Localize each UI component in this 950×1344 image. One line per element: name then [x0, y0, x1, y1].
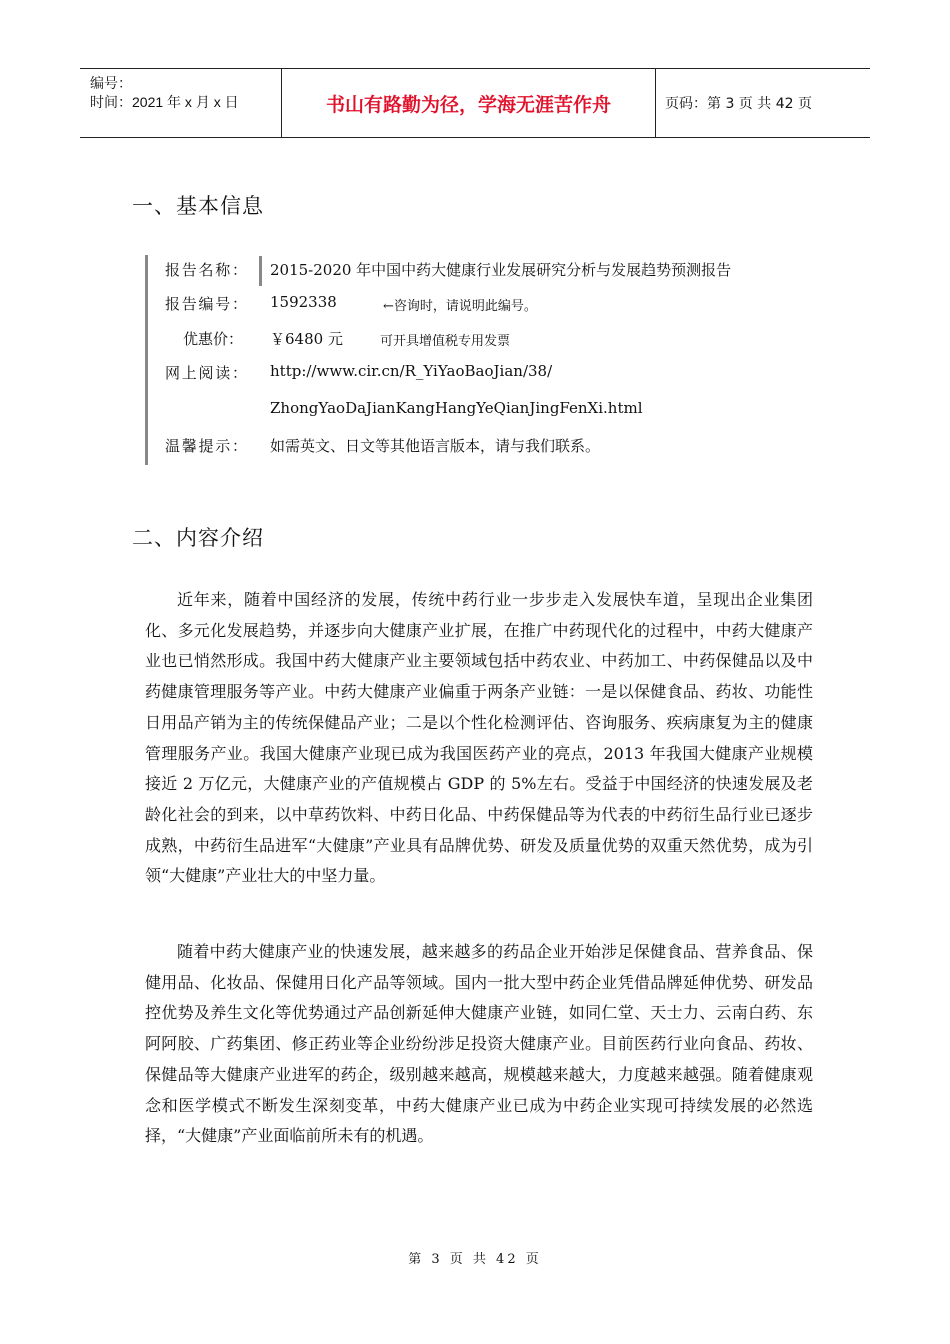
header-slogan: 书山有路勤为径，学海无涯苦作舟 [325, 93, 611, 116]
section-title-basic-info: 一、基本信息 [132, 194, 264, 218]
header-divider [655, 69, 656, 137]
report-name-label: 报告名称： [165, 261, 247, 279]
intro-paragraph-1: 近年来，随着中国经济的发展，传统中药行业一步步走入发展快车道，呈现出企业集团化、多元化发展趋势，并逐步向大健康产业扩展，在推广中药现代化的过程中，中药大健康产业也已悄然形成。我国中药大健康产业主要领域包括中药农业、中药加工、中药保健品以及中药健康管理服务等产业。中药大健康产业偏重于两条产业链：一是以保健食品、药妆、功能性日用品产销为主的传统保健品产业；二是以个性化检测评估、咨询服务、疾病康复为主的健康管理服务产业。我国大健康产业现已成为我国医药产业的亮点，2013 年我国大健康产业规模接近 2 万亿元，大健康产业的产值规模占 GDP 的 5%左右。受益于中国经济的快速发展及老龄化社会的到来，以中草药饮料、中药日化品、中药保健品等为代表的中药衍生品行业已逐步成熟，中药衍生品进军“大健康”产业具有品牌优势、研发及质量优势的双重天然优势，成为引领“大健康”产业壮大的中坚力量。 [145, 590, 813, 886]
date-label: 时间：2021 年 x 月 x 日 [90, 94, 239, 110]
footer-page-number: 第 3 页 共 42 页 [408, 1252, 542, 1267]
report-code-value: 1592338 [270, 293, 337, 311]
header-left-cell [80, 69, 281, 137]
price-note: 可开具增值税专用发票 [380, 334, 511, 349]
url-link-line2[interactable]: ZhongYaoDaJianKangHangYeQianJingFenXi.html [270, 399, 643, 417]
price-label: 优惠价： [183, 330, 244, 348]
report-code-label: 报告编号： [165, 295, 247, 313]
url-link-line1[interactable]: http://www.cir.cn/R_YiYaoBaoJian/38/ [270, 362, 553, 380]
url-label: 网上阅读： [165, 364, 247, 382]
report-code-note: ←咨询时，请说明此编号。 [383, 299, 537, 314]
number-label: 编号： [90, 75, 132, 91]
tip-value: 如需英文、日文等其他语言版本，请与我们联系。 [270, 437, 601, 455]
value-marker-bar [259, 256, 262, 286]
price-value: ￥6480 元 [270, 330, 343, 348]
header-table [80, 68, 870, 138]
report-name-value: 2015-2020 年中国中药大健康行业发展研究分析与发展趋势预测报告 [270, 261, 732, 279]
header-page-info: 页码：第 3 页 共 42 页 [665, 96, 812, 112]
intro-paragraph-2: 随着中药大健康产业的快速发展，越来越多的药品企业开始涉足保健食品、营养食品、保健用品、化妆品、保健用日化产品等领域。国内一批大型中药企业凭借品牌延伸优势、研发品控优势及养生文化等优势通过产品创新延伸大健康产业链，如同仁堂、天士力、云南白药、东阿阿胶、广药集团、修正药业等企业纷纷涉足投资大健康产业。目前医药行业向食品、药妆、保健品等大健康产业进军的药企，级别越来越高，规模越来越大，力度越来越强。随着健康观念和医学模式不断发生深刻变革，中药大健康产业已成为中药企业实现可持续发展的必然选择，“大健康”产业面临前所未有的机遇。 [145, 942, 813, 1146]
section-title-content-intro: 二、内容介绍 [132, 526, 264, 550]
info-left-bar [145, 255, 148, 465]
tip-label: 温馨提示： [165, 437, 247, 455]
